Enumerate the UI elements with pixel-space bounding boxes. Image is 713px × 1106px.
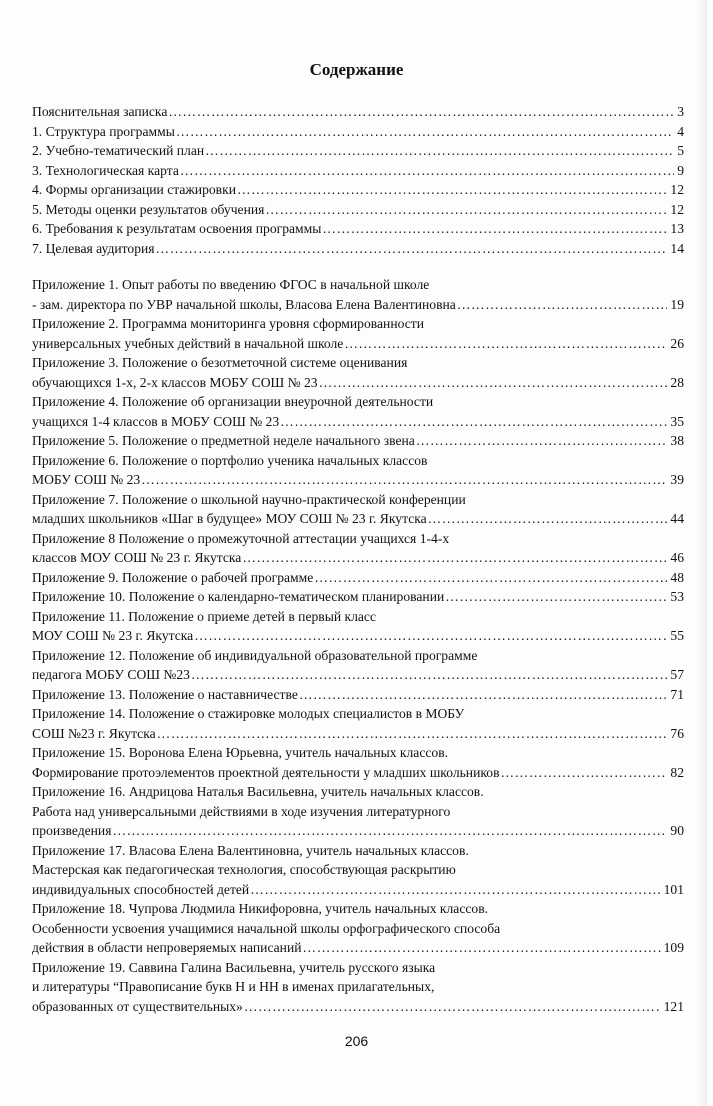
dot-leader (445, 587, 667, 607)
appendix-entry-line: Приложение 3. Положение о безотметочной системе оценивания (32, 355, 408, 370)
toc-entry-text: младших школьников «Шаг в будущее» МОУ СОШ № 23 г. Якутска (32, 511, 427, 526)
toc-entry-text: Формирование протоэлементов проектной деятельности у младших школьников (32, 764, 500, 780)
toc-entry-text: 6. Требования к результатам освоения программы (32, 221, 322, 236)
toc-entry-line (32, 470, 684, 490)
toc-page-number: 55 (670, 628, 684, 643)
toc-entry-text: МОУ СОШ № 23 г. Якутска (32, 628, 194, 643)
dot-leader (237, 180, 667, 200)
appendix-entry-line: Приложение 17. Власова Елена Валентиновна, учитель начальных классов. (32, 842, 469, 858)
toc-entry-text: классов МОУ СОШ № 23 г. Якутска (32, 550, 242, 565)
toc-appendix-list (32, 275, 684, 1016)
toc-entry-text: действия в области непроверяемых написаний (32, 940, 302, 955)
appendix-entry-line: Приложение 6. Положение о портфолио ученика начальных классов (32, 452, 428, 468)
dot-leader (250, 880, 660, 900)
toc-entry-line (32, 665, 684, 685)
appendix-entry (32, 431, 684, 451)
toc-page-number: 121 (663, 998, 684, 1014)
appendix-entry (32, 958, 684, 1017)
toc-entry-line (32, 548, 684, 568)
dot-leader (314, 568, 667, 588)
toc-entry-text: 5. Методы оценки результатов обучения (32, 201, 265, 217)
toc-entry-text: - зам. директора по УВР начальной школы, Власова Елена Валентиновна (32, 296, 456, 312)
dot-leader (205, 141, 674, 161)
appendix-entry-line: Особенности усвоения учащимися начальной школы орфографического способа (32, 920, 501, 936)
appendix-entry (32, 490, 684, 529)
toc-entry-line (32, 821, 684, 841)
section-gap (32, 258, 684, 275)
appendix-entry-line: Приложение 14. Положение о стажировке молодых специалистов в МОБУ (32, 706, 465, 721)
toc-page-number: 4 (677, 123, 684, 139)
appendix-entry-line: Работа над универсальными действиями в ходе изучения литературного (32, 803, 451, 819)
appendix-entry-line: Приложение 7. Положение о школьной научно-практической конференции (32, 491, 466, 507)
appendix-entry (32, 704, 684, 743)
toc-entry-text: 1. Структура программы (32, 123, 175, 139)
appendix-entry (32, 568, 684, 588)
toc-entry-text: 4. Формы организации стажировки (32, 182, 236, 197)
toc-entry-line (32, 568, 684, 588)
toc-page-number: 12 (670, 182, 684, 197)
dot-leader (319, 373, 668, 393)
dot-leader (299, 685, 668, 705)
toc-page-number: 82 (670, 764, 684, 780)
toc-entry-line (32, 219, 684, 239)
appendix-entry-line: Приложение 19. Саввина Галина Васильевна, учитель русского языка (32, 959, 436, 975)
dot-leader (303, 938, 661, 958)
appendix-entry-line: Приложение 12. Положение об индивидуальной образовательной программе (32, 647, 478, 663)
dot-leader (156, 239, 668, 259)
dot-leader (457, 295, 668, 315)
toc-entry-line (32, 334, 684, 354)
toc-page-number: 101 (663, 881, 684, 897)
toc-entry-line (32, 724, 684, 744)
toc-entry-text: СОШ №23 г. Якутска (32, 725, 156, 741)
toc-page-number: 38 (670, 433, 684, 448)
appendix-entry (32, 685, 684, 705)
toc-entry-text: Приложение 13. Положение о наставничестве (32, 686, 298, 702)
toc-page-number: 109 (663, 940, 684, 955)
appendix-entry-line: Приложение 8 Положение о промежуточной аттестации учащихся 1-4-х (32, 530, 450, 546)
toc-entry-text: универсальных учебных действий в начальной школе (32, 335, 344, 351)
toc-entry-line (32, 763, 684, 783)
appendix-entry-line: и литературы “Правописание букв Н и НН в именах прилагательных, (32, 979, 435, 994)
dot-leader (112, 821, 667, 841)
toc-entry-line (32, 200, 684, 220)
toc-entry-text: 7. Целевая аудитория (32, 240, 155, 256)
appendix-entry (32, 782, 684, 841)
toc-entry-text: учащихся 1-4 классов в МОБУ СОШ № 23 (32, 413, 280, 429)
toc-entry-text: Приложение 9. Положение о рабочей программе (32, 569, 314, 585)
toc-entry-line (32, 997, 684, 1017)
toc-entry-text: 3. Технологическая карта (32, 162, 179, 178)
dot-leader (191, 665, 667, 685)
dot-leader (141, 470, 667, 490)
dot-leader (180, 161, 674, 181)
toc-page-number: 53 (670, 589, 684, 604)
dot-leader (157, 724, 668, 744)
toc-entry-line (32, 685, 684, 705)
toc-entry-text: Пояснительная записка (32, 104, 168, 119)
toc-entry-text: МОБУ СОШ № 23 (32, 472, 141, 487)
toc-page-number: 35 (670, 413, 684, 429)
toc-entry-line (32, 412, 684, 432)
table-of-contents (32, 102, 684, 1016)
toc-entry-line (32, 880, 684, 900)
toc-entry-text: произведения (32, 823, 112, 838)
appendix-entry-line: Приложение 11. Положение о приеме детей в первый класс (32, 608, 376, 624)
appendix-entry (32, 841, 684, 900)
toc-entry-line (32, 373, 684, 393)
dot-leader (242, 548, 667, 568)
toc-entry-text: Приложение 5. Положение о предметной неделе начального звена (32, 433, 415, 448)
toc-entry-text: Приложение 10. Положение о календарно-тематическом планировании (32, 589, 445, 604)
dot-leader (176, 122, 674, 142)
toc-page-number: 12 (670, 201, 684, 217)
dot-leader (344, 334, 667, 354)
toc-page-number: 14 (670, 240, 684, 256)
appendix-entry (32, 743, 684, 782)
appendix-entry (32, 529, 684, 568)
appendix-entry-line: Приложение 18. Чупрова Людмила Никифоровна, учитель начальных классов. (32, 901, 489, 916)
toc-entry-line (32, 239, 684, 259)
appendix-entry (32, 899, 684, 958)
toc-entry-line (32, 509, 684, 529)
toc-page-number: 48 (670, 569, 684, 585)
appendix-entry (32, 607, 684, 646)
page-number: 206 (344, 1033, 369, 1049)
toc-page-number: 76 (670, 725, 684, 741)
dot-leader (428, 509, 668, 529)
toc-page-number: 46 (670, 550, 684, 565)
appendix-entry-line: Приложение 4. Положение об организации внеурочной деятельности (32, 394, 434, 409)
dot-leader (168, 102, 674, 122)
toc-entry-line (32, 180, 684, 200)
appendix-entry (32, 587, 684, 607)
appendix-entry-line: Приложение 2. Программа мониторинга уровня сформированности (32, 316, 424, 331)
toc-page-number: 19 (670, 296, 684, 312)
toc-page-number: 39 (670, 472, 684, 487)
toc-entry-line (32, 587, 684, 607)
toc-page-number: 5 (677, 143, 684, 158)
toc-entry-line (32, 295, 684, 315)
dot-leader (265, 200, 667, 220)
appendix-entry (32, 392, 684, 431)
toc-entry-line (32, 938, 684, 958)
toc-entry-line (32, 141, 684, 161)
appendix-entry-line: Приложение 15. Воронова Елена Юрьевна, учитель начальных классов. (32, 745, 449, 760)
dot-leader (322, 219, 667, 239)
appendix-entry (32, 451, 684, 490)
toc-entry-text: 2. Учебно-тематический план (32, 143, 205, 158)
toc-entry-line (32, 122, 684, 142)
page-title: Содержание (309, 60, 404, 79)
toc-entry-text: педагога МОБУ СОШ №23 (32, 667, 190, 682)
toc-page-number: 57 (670, 667, 684, 682)
appendix-entry-line: Приложение 1. Опыт работы по введению ФГОС в начальной школе (32, 277, 430, 292)
appendix-entry-line: Мастерская как педагогическая технология, способствующая раскрытию (32, 862, 456, 877)
appendix-entry (32, 353, 684, 392)
toc-entry-line (32, 102, 684, 122)
toc-main-list (32, 102, 684, 258)
toc-page-number: 90 (670, 823, 684, 838)
toc-page-number: 71 (670, 686, 684, 702)
dot-leader (416, 431, 668, 451)
toc-page-number: 28 (670, 374, 684, 390)
toc-entry-text: индивидуальных способностей детей (32, 881, 250, 897)
toc-page-number: 13 (670, 221, 684, 236)
toc-entry-text: образованных от существительных» (32, 998, 243, 1014)
toc-page-number: 44 (670, 511, 684, 526)
appendix-entry-line: Приложение 16. Андрицова Наталья Васильевна, учитель начальных классов. (32, 784, 484, 799)
toc-entry-text: обучающихся 1-х, 2-х классов МОБУ СОШ № 23 (32, 374, 318, 390)
toc-page-number: 3 (677, 104, 684, 119)
dot-leader (500, 763, 667, 783)
dot-leader (194, 626, 667, 646)
toc-page-number: 26 (670, 335, 684, 351)
toc-page-number: 9 (677, 162, 684, 178)
dot-leader (244, 997, 661, 1017)
scan-edge-shadow (697, 0, 707, 1106)
appendix-entry (32, 275, 684, 314)
appendix-entry (32, 314, 684, 353)
toc-entry-line (32, 161, 684, 181)
toc-entry-line (32, 431, 684, 451)
dot-leader (280, 412, 667, 432)
toc-entry-line (32, 626, 684, 646)
appendix-entry (32, 646, 684, 685)
